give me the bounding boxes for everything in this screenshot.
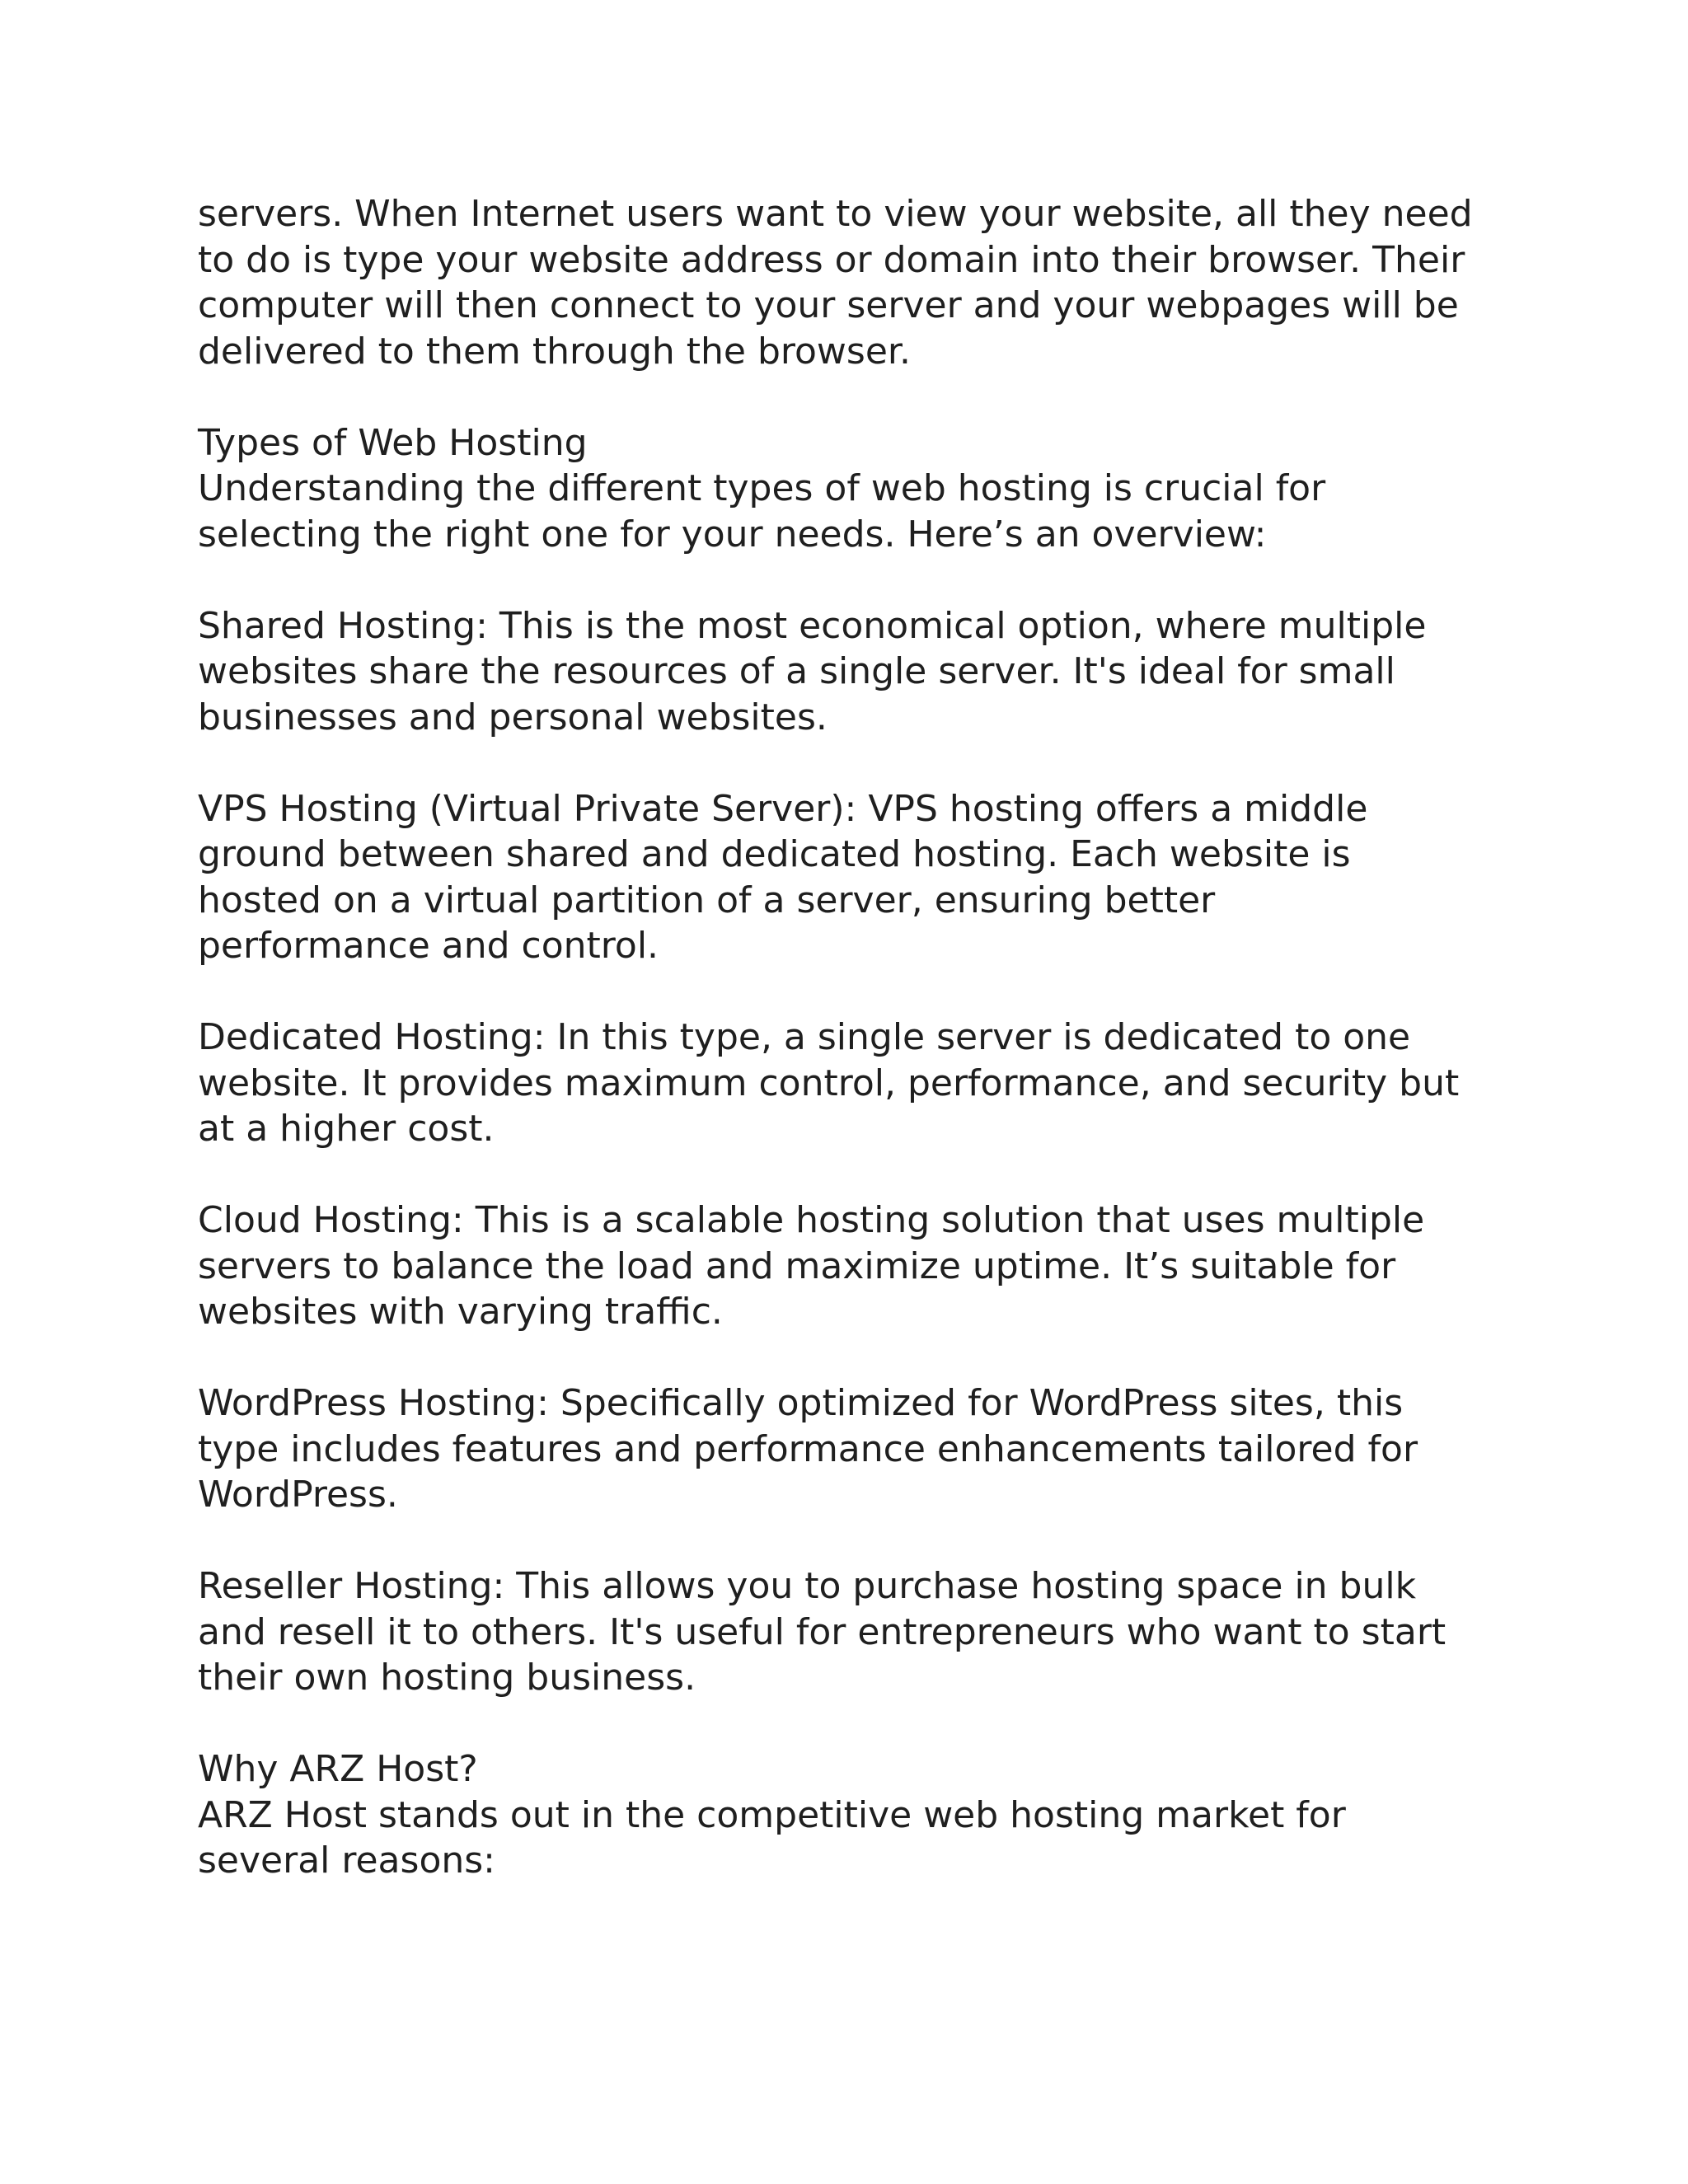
dedicated-hosting-line: at a higher cost. xyxy=(198,1108,495,1150)
cloud-hosting-line: servers to balance the load and maximize uptime. It’s suitable for xyxy=(198,1244,1396,1287)
vps-hosting-line: hosted on a virtual partition of a server, ensuring better xyxy=(198,879,1216,921)
vps-hosting-line: performance and control. xyxy=(198,925,659,967)
types-heading: Types of Web Hosting xyxy=(198,421,588,464)
cloud-hosting-line: websites with varying traffic. xyxy=(198,1291,723,1333)
paragraph-spacer xyxy=(198,374,1500,420)
wordpress-hosting-line: WordPress. xyxy=(198,1474,398,1516)
paragraph-spacer xyxy=(198,557,1500,603)
reseller-hosting-paragraph xyxy=(198,1563,1500,1701)
intro-line: to do is type your website address or domain into their browser. Their xyxy=(198,238,1465,281)
document-body xyxy=(198,191,1500,1884)
cloud-hosting-paragraph xyxy=(198,1197,1500,1335)
why-intro-line: ARZ Host stands out in the competitive web hosting market for xyxy=(198,1793,1346,1836)
wordpress-hosting-paragraph xyxy=(198,1380,1500,1518)
why-heading: Why ARZ Host? xyxy=(198,1748,478,1790)
reseller-hosting-line: and resell it to others. It's useful for entrepreneurs who want to start xyxy=(198,1610,1447,1653)
reseller-hosting-line: Reseller Hosting: This allows you to purchase hosting space in bulk xyxy=(198,1565,1417,1607)
shared-hosting-line: websites share the resources of a single server. It's ideal for small xyxy=(198,650,1395,692)
dedicated-hosting-line: website. It provides maximum control, performance, and security but xyxy=(198,1062,1460,1104)
dedicated-hosting-line: Dedicated Hosting: In this type, a single server is dedicated to one xyxy=(198,1016,1411,1058)
types-intro-line: selecting the right one for your needs. Here’s an overview: xyxy=(198,513,1267,555)
vps-hosting-paragraph xyxy=(198,786,1500,969)
dedicated-hosting-paragraph xyxy=(198,1015,1500,1152)
shared-hosting-line: Shared Hosting: This is the most economical option, where multiple xyxy=(198,604,1427,647)
cloud-hosting-line: Cloud Hosting: This is a scalable hosting solution that uses multiple xyxy=(198,1199,1425,1241)
vps-hosting-line: VPS Hosting (Virtual Private Server): VPS hosting offers a middle xyxy=(198,787,1368,830)
paragraph-spacer xyxy=(198,1701,1500,1747)
paragraph-spacer xyxy=(198,1152,1500,1198)
vps-hosting-line: ground between shared and dedicated hosting. Each website is xyxy=(198,833,1351,875)
paragraph-spacer xyxy=(198,1518,1500,1564)
types-section xyxy=(198,420,1500,558)
intro-line: computer will then connect to your server and your webpages will be xyxy=(198,284,1459,326)
intro-paragraph xyxy=(198,191,1500,374)
paragraph-spacer xyxy=(198,740,1500,786)
paragraph-spacer xyxy=(198,969,1500,1015)
shared-hosting-line: businesses and personal websites. xyxy=(198,696,828,738)
why-intro-line: several reasons: xyxy=(198,1840,496,1882)
reseller-hosting-line: their own hosting business. xyxy=(198,1657,696,1699)
intro-line: delivered to them through the browser. xyxy=(198,330,911,373)
types-intro-line: Understanding the different types of web hosting is crucial for xyxy=(198,467,1326,509)
paragraph-spacer xyxy=(198,1335,1500,1381)
wordpress-hosting-line: type includes features and performance enhancements tailored for xyxy=(198,1427,1418,1470)
wordpress-hosting-line: WordPress Hosting: Specifically optimized for WordPress sites, this xyxy=(198,1382,1404,1424)
why-section xyxy=(198,1746,1500,1884)
shared-hosting-paragraph xyxy=(198,603,1500,741)
intro-line: servers. When Internet users want to view your website, all they need xyxy=(198,193,1473,235)
